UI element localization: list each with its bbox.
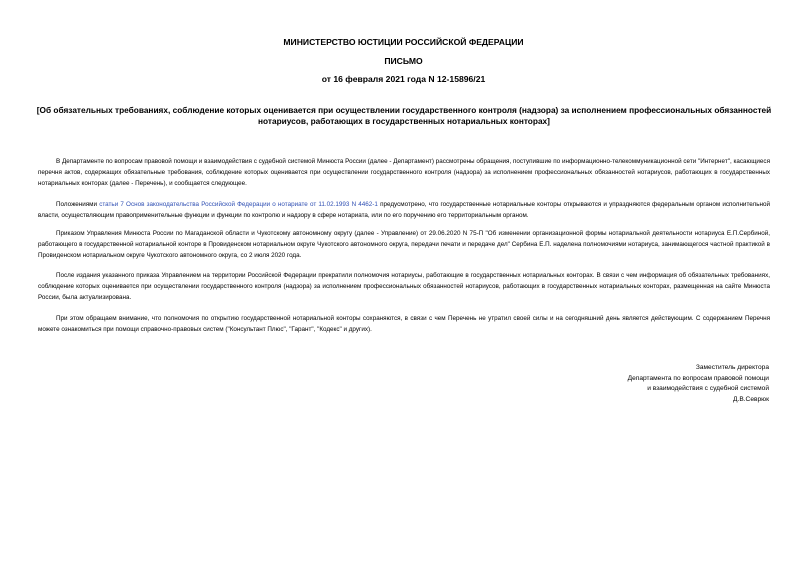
signature-department: Департамента по вопросам правовой помощи — [627, 374, 769, 382]
signature-position: Заместитель директора — [695, 364, 769, 371]
body-paragraph-4: После издания указанного приказа Управлением на территории Российской Федерации прекратили полномочия нотариусы, работающие в государственных нотариальных конторах. В связи с чем информация об обязательных требованиях, соблюдение которых оценивается при осуществлении государственного контроля (надзора) за исполнением профессиональных обязанностей нотариусов, работающих в государственных нотариальных конторах, размещенная на сайте Минюста России, была актуализирована. — [38, 272, 770, 301]
document-subject: [Об обязательных требованиях, соблюдение которых оценивается при осуществлении государственного контроля (надзора) за исполнением профессиональных обязанностей нотариусов, работающих в государственных нотариальных конторах] — [36, 105, 772, 126]
paragraph-2-text: предусмотрено, что государственные нотариальные конторы открываются и упраздняются федеральным органом исполнительной власти, осуществляющим правоприменительные функции и функции по контролю и надзору в сфере нотариата, или по его поручению его территориальным органом. — [38, 201, 770, 219]
signature-department-cont: и взаимодействия с судебной системой — [647, 385, 769, 393]
law-article-link[interactable]: статьи 7 Основ законодательства Российской Федерации о нотариате от 11.02.1993 N 4462-1 — [99, 201, 378, 208]
signature-block — [529, 363, 769, 406]
body-paragraph-3: Приказом Управления Минюста России по Магаданской области и Чукотскому автономному округу (далее - Управление) от 29.06.2020 N 75-П "Об изменении организационной формы нотариальной деятельности нотариуса Е.П.Сербиной, работающего в государственной нотариальной конторе в Провиденском нотариальном округе Чукотского автономного округа, передачи печати и передаче дел" Сербина Е.П. наделена полномочиями нотариуса, занимающегося частной практикой в Провиденском нотариальном округе Чукотского автономного округа, со 2 июля 2020 года. — [38, 230, 770, 259]
body-paragraph-1: В Департаменте по вопросам правовой помощи и взаимодействия с судебной системой Минюста России (далее - Департамент) рассмотрены обращения, поступившие по информационно-телекоммуникационной сети "Интернет", касающиеся перечня актов, содержащих обязательные требования, соблюдение которых оценивается при осуществлении государственного контроля (надзора) за исполнением профессиональных обязанностей нотариусов, работающих в государственных нотариальных конторах (далее - Перечень), и сообщается следующее. — [38, 158, 770, 187]
signature-name: Д.В.Севрюк — [733, 396, 769, 404]
body-paragraph-2 — [38, 199, 770, 221]
body-paragraph-5: При этом обращаем внимание, что полномочия по открытию государственной нотариальной конторы сохраняются, в связи с чем Перечень не утратил своей силы и на сегодняшний день является действующим. С содержанием Перечня можете ознакомиться при помощи справочно-правовых систем ("Консультант Плюс", "Гарант", "Кодекс" и других). — [38, 315, 770, 333]
document-date-number: от 16 февраля 2021 года N 12-15896/21 — [321, 74, 486, 84]
ministry-heading: МИНИСТЕРСТВО ЮСТИЦИИ РОССИЙСКОЙ ФЕДЕРАЦИИ — [283, 37, 524, 47]
document-type-heading: ПИСЬМО — [384, 56, 423, 66]
paragraph-2-lead-text: Положениями — [56, 201, 100, 208]
